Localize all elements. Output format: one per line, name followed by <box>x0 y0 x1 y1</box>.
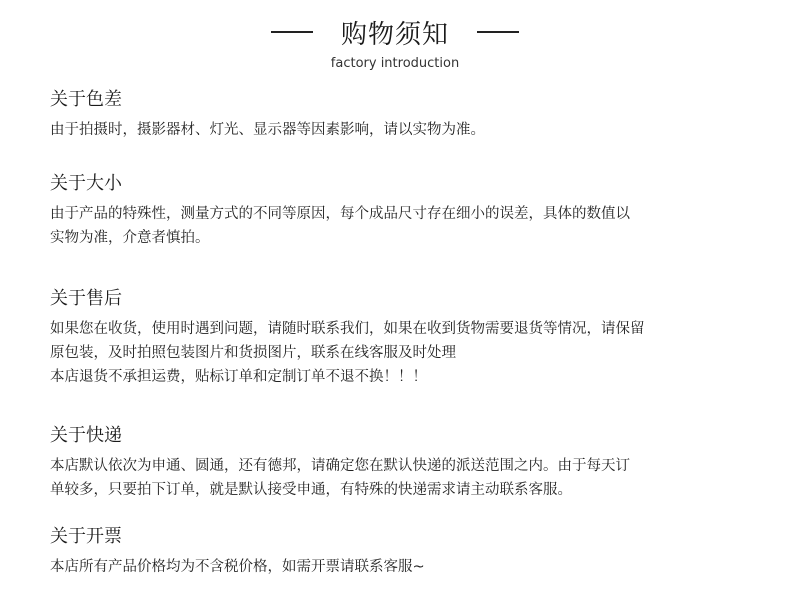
title-rule-left <box>271 31 313 33</box>
section-color-difference <box>50 88 750 142</box>
section-heading: 关于开票 <box>50 526 122 547</box>
section-line: 由于拍摄时，摄影器材、灯光、显示器等因素影响，请以实物为准。 <box>50 122 485 138</box>
title-rule-right <box>477 31 519 33</box>
section-heading: 关于售后 <box>50 288 122 309</box>
section-invoice <box>50 525 750 579</box>
section-line: 由于产品的特殊性，测量方式的不同等原因，每个成品尺寸存在细小的误差，具体的数值以 <box>50 206 630 222</box>
title-row <box>0 10 790 54</box>
section-heading: 关于色差 <box>50 89 122 110</box>
section-line: 实物为准，介意者慎拍。 <box>50 230 210 246</box>
section-size <box>50 172 750 250</box>
section-express <box>50 424 750 502</box>
section-line: 本店退货不承担运费，贴标订单和定制订单不退不换！！！ <box>50 369 427 385</box>
section-line: 本店所有产品价格均为不含税价格，如需开票请联系客服~ <box>50 559 425 575</box>
page-header <box>0 10 790 71</box>
section-heading: 关于大小 <box>50 173 122 194</box>
section-line: 单较多，只要拍下订单，就是默认接受申通，有特殊的快递需求请主动联系客服。 <box>50 482 572 498</box>
section-line: 如果您在收货，使用时遇到问题，请随时联系我们，如果在收到货物需要退货等情况，请保留 <box>50 321 645 337</box>
section-heading: 关于快递 <box>50 425 122 446</box>
section-line: 本店默认依次为申通、圆通，还有德邦，请确定您在默认快递的派送范围之内。由于每天订 <box>50 458 630 474</box>
section-after-sales <box>50 287 750 389</box>
page-title: 购物须知 <box>340 19 449 50</box>
section-line: 原包装，及时拍照包装图片和货损图片，联系在线客服及时处理 <box>50 345 456 361</box>
page-subtitle: factory introduction <box>330 56 460 71</box>
